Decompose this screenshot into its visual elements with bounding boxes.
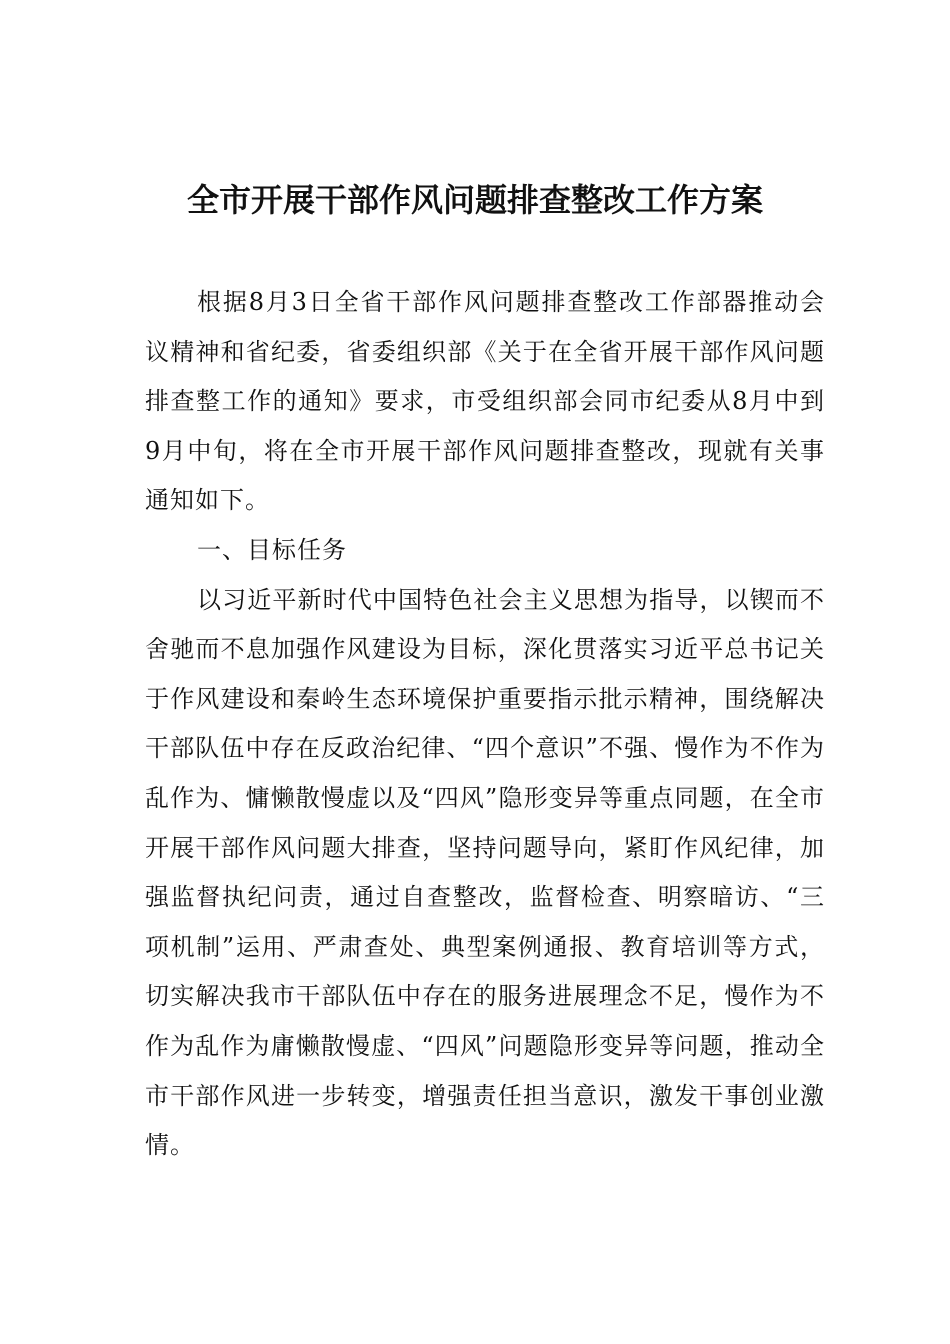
intro-paragraph: 根据8月3日全省干部作风问题排查整改工作部器推动会议精神和省纪委，省委组织部《关于在全省开展干部作风问题排查整工作的通知》要求，市受组织部会同市纪委从8月中到9月中旬，将在全市开展干部作风问题排查整改，现就有关事通知如下。	[145, 288, 825, 515]
goals-paragraph: 以习近平新时代中国特色社会主义思想为指导，以锲而不舍驰而不息加强作风建设为目标，深化贯落实习近平总书记关于作风建设和秦岭生态环境保护重要指示批示精神，围绕解决干部队伍中存在反政治纪律、“四个意识”不强、慢作为不作为乱作为、慵懒散慢虚以及“四风”隐形变异等重点同题，在全市开展干部作风问题大排查，坚持问题导向，紧盯作风纪律，加强监督执纪问责，通过自查整改，监督检查、明察暗访、“三项机制”运用、严肃查处、典型案例通报、教育培训等方式，切实解决我市干部队伍中存在的服务进展理念不足，慢作为不作为乱作为庸懒散慢虚、“四风”问题隐形变异等问题，推动全市干部作风进一步转变，增强责任担当意识，激发干事创业激情。	[145, 585, 825, 1160]
section-heading-goals: 一、目标任务	[197, 535, 347, 564]
document-title: 全市开展干部作风问题排查整改工作方案	[186, 181, 763, 219]
document-body	[145, 278, 825, 1171]
